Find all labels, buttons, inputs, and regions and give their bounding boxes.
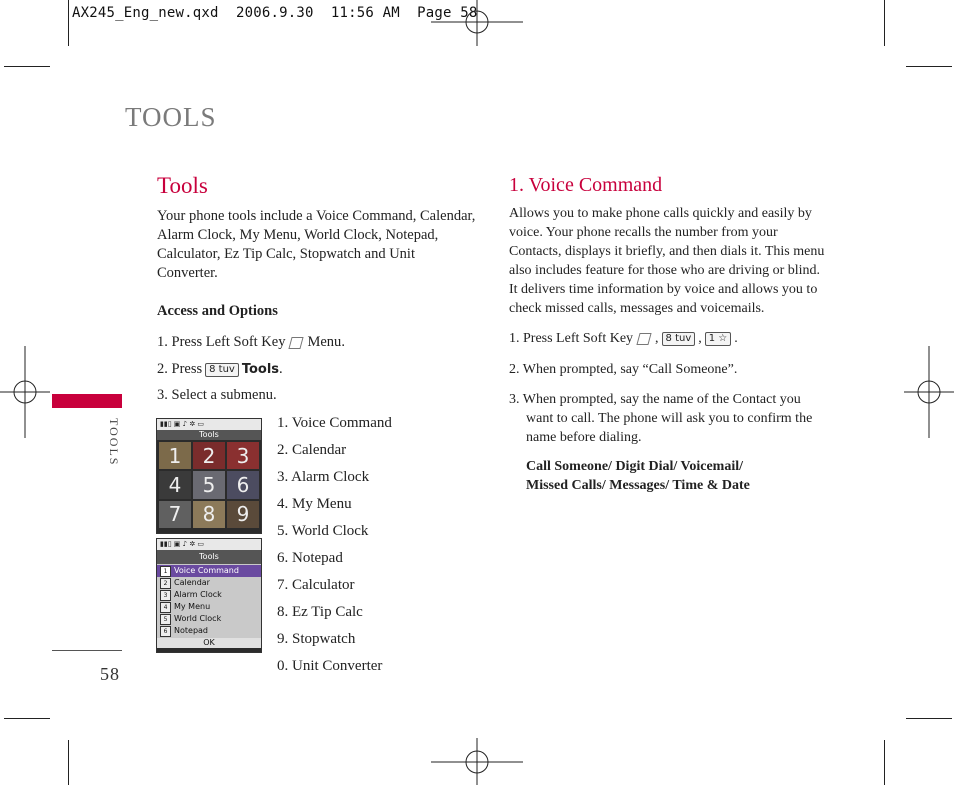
submenu-list — [277, 415, 392, 685]
voice-commands-line-1: Call Someone/ Digit Dial/ Voicemail/ — [526, 459, 743, 474]
crop-mark — [884, 740, 885, 785]
submenu-item: 9. Stopwatch — [277, 631, 356, 647]
submenu-item: 0. Unit Converter — [277, 658, 383, 674]
phone-screen-grid — [156, 418, 262, 534]
page-number: 58 — [100, 664, 120, 684]
left-soft-key-icon — [636, 333, 651, 345]
vc-step-1 — [509, 329, 738, 348]
phone-softkey-ok: OK — [157, 638, 261, 648]
phone-list-item: 3 Alarm Clock — [157, 589, 261, 601]
intro-paragraph: Your phone tools include a Voice Command, Calendar, Alarm Clock, My Menu, World Clock, Notepad, Calculator, Ez Tip Calc, Stopwatch and Unit Converter. — [157, 208, 476, 281]
notepad-icon: 6 — [227, 471, 259, 498]
phone-list-item: 4 My Menu — [157, 601, 261, 613]
section-title: Tools — [157, 173, 208, 198]
crop-mark — [884, 0, 885, 46]
calendar-icon: 2 — [193, 442, 225, 469]
step-2-text: 2. Press — [157, 361, 203, 377]
calculator-icon: 7 — [159, 501, 191, 528]
key-8-icon: 8 tuv — [662, 332, 696, 346]
step-2 — [157, 360, 283, 379]
phone-screen-list — [156, 538, 262, 653]
phone-list-item: 2 Calendar — [157, 577, 261, 589]
vc-step-3: 3. When prompted, say the name of the Contact you want to call. The phone will ask you to confirm the name before dialing. — [509, 392, 813, 445]
step-3: 3. Select a submenu. — [157, 387, 277, 403]
vc-step-1-period: . — [734, 331, 738, 346]
menu-label: Menu — [307, 334, 342, 350]
phone-screen-title: Tools — [157, 430, 261, 440]
crop-mark — [906, 66, 952, 67]
voice-command-title: 1. Voice Command — [509, 174, 663, 196]
registration-mark-top — [431, 0, 523, 48]
stopwatch-icon: 9 — [227, 501, 259, 528]
phone-menu-list — [157, 564, 261, 638]
phone-list-item: 1 Voice Command — [157, 565, 261, 577]
status-bar: ▮▮▯ ▣ ♪ ✲ ▭ — [157, 419, 261, 430]
separator: , — [698, 331, 702, 346]
icon-grid — [157, 440, 261, 530]
print-slug: AX245_Eng_new.qxd 2006.9.30 11:56 AM Page 58 — [72, 5, 478, 21]
submenu-item: 4. My Menu — [277, 496, 352, 512]
vc-step-2: 2. When prompted, say “Call Someone”. — [509, 362, 738, 377]
submenu-item: 5. World Clock — [277, 523, 369, 539]
step-1 — [157, 333, 345, 352]
registration-mark-right — [904, 346, 954, 438]
ez-tip-calc-icon: 8 — [193, 501, 225, 528]
key-8-icon: 8 tuv — [205, 363, 239, 377]
registration-mark-bottom — [431, 738, 523, 785]
submenu-item: 7. Calculator — [277, 577, 355, 593]
crop-mark — [68, 0, 69, 46]
world-clock-icon: 5 — [193, 471, 225, 498]
crop-mark — [68, 740, 69, 785]
section-tab-bar — [52, 394, 122, 408]
submenu-item: 8. Ez Tip Calc — [277, 604, 363, 620]
access-heading: Access and Options — [157, 303, 278, 319]
key-1-icon: 1 ☆ — [705, 332, 732, 346]
phone-list-item: 5 World Clock — [157, 613, 261, 625]
voice-command-icon: 1 — [159, 442, 191, 469]
step-2-period: . — [279, 361, 283, 377]
submenu-item: 2. Calendar — [277, 442, 347, 458]
phone-screen-title: Tools — [157, 550, 261, 564]
step-1-period: . — [341, 334, 345, 350]
crop-mark — [4, 718, 50, 719]
step-1-text: 1. Press Left Soft Key — [157, 334, 286, 350]
submenu-item: 3. Alarm Clock — [277, 469, 370, 485]
page-number-rule — [52, 650, 122, 651]
crop-mark — [4, 66, 50, 67]
my-menu-icon: 4 — [159, 471, 191, 498]
crop-mark — [906, 718, 952, 719]
submenu-item: 1. Voice Command — [277, 415, 392, 431]
voice-command-intro: Allows you to make phone calls quickly and easily by voice. Your phone recalls the number from your Contacts, displays it briefly, and then dials it. This menu also includes feature for those who are driving or blind. It delivers time information by voice and allows you to check missed calls, messages and voicemails. — [509, 206, 825, 316]
alarm-clock-icon: 3 — [227, 442, 259, 469]
separator: , — [655, 331, 659, 346]
voice-commands-line-2: Missed Calls/ Messages/ Time & Date — [526, 478, 750, 493]
tools-label: Tools — [241, 362, 280, 377]
status-bar: ▮▮▯ ▣ ♪ ✲ ▭ — [157, 539, 261, 550]
registration-mark-left — [0, 346, 50, 438]
page-header: TOOLS — [125, 102, 217, 132]
section-tab-label: TOOLS — [107, 418, 121, 467]
submenu-item: 6. Notepad — [277, 550, 343, 566]
phone-list-item: 6 Notepad — [157, 625, 261, 637]
left-soft-key-icon — [289, 337, 304, 349]
vc-step-1-text: 1. Press Left Soft Key — [509, 331, 634, 346]
